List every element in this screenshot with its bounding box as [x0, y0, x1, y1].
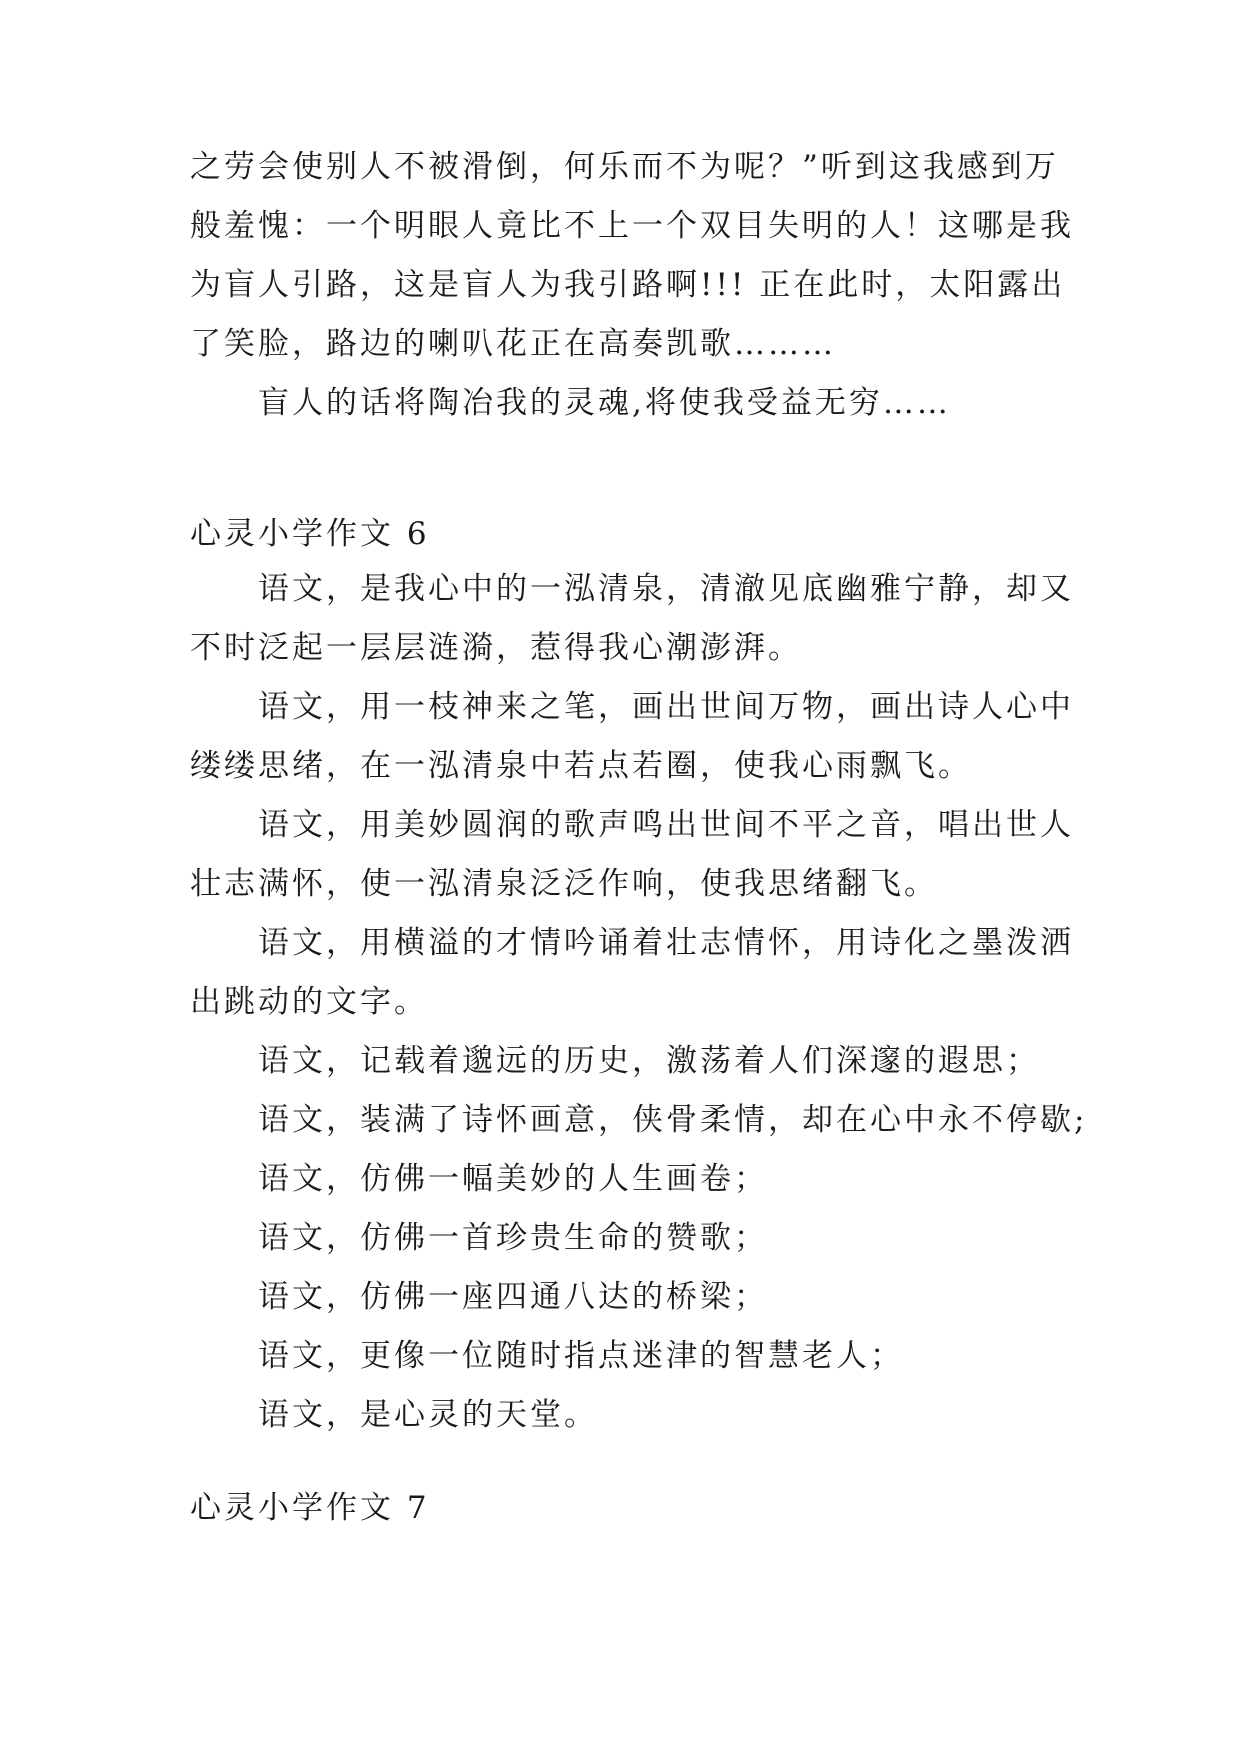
- text-line: 语文，用横溢的才情吟诵着壮志情怀，用诗化之墨泼洒: [258, 925, 1074, 961]
- text-line: 缕缕思绪，在一泓清泉中若点若圈，使我心雨飘飞。: [190, 748, 972, 784]
- text-line: 语文，仿佛一幅美妙的人生画卷；: [258, 1161, 768, 1197]
- text-line: 语文，更像一位随时指点迷津的智慧老人；: [258, 1338, 904, 1374]
- text-line: 语文，仿佛一座四通八达的桥梁；: [258, 1279, 768, 1315]
- text-line: 般羞愧：一个明眼人竟比不上一个双目失明的人！这哪是我: [190, 208, 1074, 244]
- text-line: 了笑脸，路边的喇叭花正在高奏凯歌………: [190, 326, 836, 362]
- text-line: 语文，装满了诗怀画意，侠骨柔情，却在心中永不停歇;: [258, 1102, 1088, 1138]
- section-6-heading: 心灵小学作文 6: [190, 516, 430, 552]
- text-line: 语文，记载着邈远的历史，激荡着人们深邃的遐思；: [258, 1043, 1040, 1079]
- text-line: 语文，是我心中的一泓清泉，清澈见底幽雅宁静，却又: [258, 571, 1074, 607]
- text-line: 不时泛起一层层涟漪，惹得我心潮澎湃。: [190, 630, 802, 666]
- text-line: 语文，用一枝神来之笔，画出世间万物，画出诗人心中: [258, 689, 1074, 725]
- text-line: 语文，是心灵的天堂。: [258, 1397, 598, 1433]
- closing-line: 盲人的话将陶冶我的灵魂,将使我受益无穷……: [258, 385, 951, 421]
- intro-paragraph: [190, 138, 1074, 433]
- section-6-body: [190, 560, 1088, 1445]
- text-line: 为盲人引路，这是盲人为我引路啊!!! 正在此时，太阳露出: [190, 267, 1066, 303]
- text-line: 出跳动的文字。: [190, 984, 428, 1020]
- text-line: 壮志满怀，使一泓清泉泛泛作响，使我思绪翻飞。: [190, 866, 938, 902]
- text-line: 语文，仿佛一首珍贵生命的赞歌；: [258, 1220, 768, 1256]
- section-7-heading: 心灵小学作文 7: [190, 1490, 430, 1526]
- text-line: 之劳会使别人不被滑倒，何乐而不为呢？”听到这我感到万: [190, 149, 1059, 185]
- text-line: 语文，用美妙圆润的歌声鸣出世间不平之音，唱出世人: [258, 807, 1074, 843]
